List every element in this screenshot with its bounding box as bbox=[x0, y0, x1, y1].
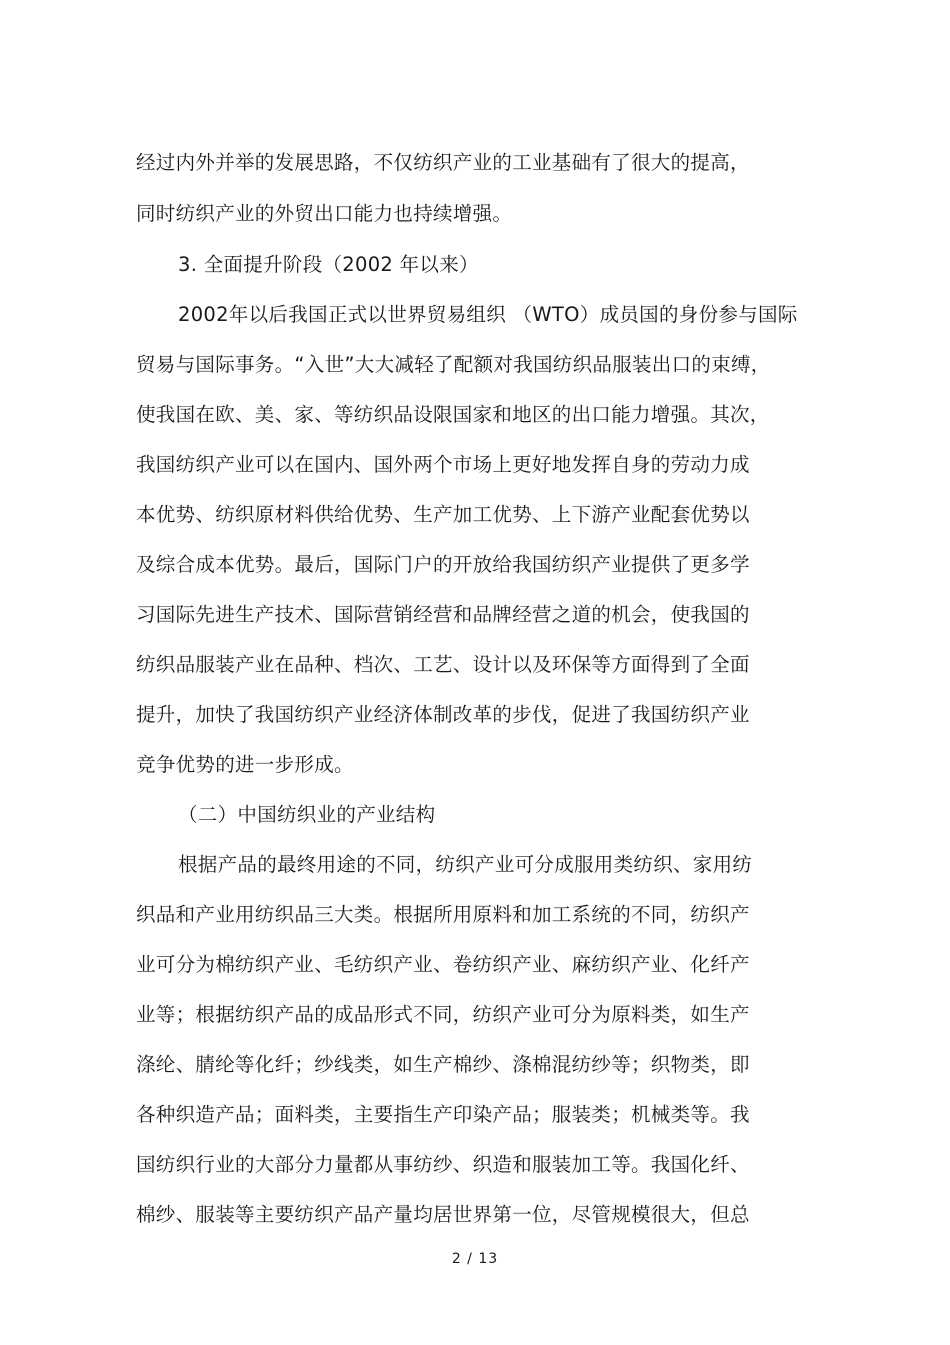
paragraph-line: 本优势、纺织原材料供给优势、生产加工优势、上下游产业配套优势以 bbox=[136, 503, 750, 526]
paragraph-line: 使我国在欧、美、家、等纺织品设限国家和地区的出口能力增强。其次， bbox=[136, 403, 770, 426]
paragraph-line: 贸易与国际事务。“入世”大大减轻了配额对我国纺织品服装出口的束缚， bbox=[136, 353, 771, 376]
page-number: 2 / 13 bbox=[451, 1251, 499, 1267]
paragraph-line: 根据产品的最终用途的不同，纺织产业可分成服用类纺织、家用纺 bbox=[178, 853, 753, 876]
section-heading: （二）中国纺织业的产业结构 bbox=[178, 803, 436, 826]
paragraph-line: 业可分为棉纺织产业、毛纺织产业、卷纺织产业、麻纺织产业、化纤产 bbox=[136, 953, 750, 976]
paragraph-line: 织品和产业用纺织品三大类。根据所用原料和加工系统的不同，纺织产 bbox=[136, 903, 750, 926]
paragraph-line: 国纺织行业的大部分力量都从事纺纱、织造和服装加工等。我国化纤、 bbox=[136, 1153, 750, 1176]
paragraph-line: 业等；根据纺织产品的成品形式不同，纺织产业可分为原料类，如生产 bbox=[136, 1003, 750, 1026]
paragraph-line: 同时纺织产业的外贸出口能力也持续增强。 bbox=[136, 202, 513, 225]
paragraph-line: 我国纺织产业可以在国内、国外两个市场上更好地发挥自身的劳动力成 bbox=[136, 453, 750, 476]
paragraph-line: 各种织造产品；面料类，主要指生产印染产品；服装类；机械类等。我 bbox=[136, 1103, 750, 1126]
paragraph-line: 涤纶、腈纶等化纤；纱线类，如生产棉纱、涤棉混纺纱等；织物类，即 bbox=[136, 1053, 750, 1076]
paragraph-line: 2002年以后我国正式以世界贸易组织 （WTO）成员国的身份参与国际 bbox=[178, 303, 798, 326]
paragraph-line: 提升，加快了我国纺织产业经济体制改革的步伐，促进了我国纺织产业 bbox=[136, 703, 750, 726]
paragraph-line: 经过内外并举的发展思路，不仅纺织产业的工业基础有了很大的提高， bbox=[136, 151, 750, 174]
paragraph-line: 习国际先进生产技术、国际营销经营和品牌经营之道的机会，使我国的 bbox=[136, 603, 750, 626]
paragraph-line: 竞争优势的进一步形成。 bbox=[136, 753, 354, 776]
section-heading: 3. 全面提升阶段（2002 年以来） bbox=[178, 253, 479, 276]
paragraph-line: 及综合成本优势。最后，国际门户的开放给我国纺织产业提供了更多学 bbox=[136, 553, 750, 576]
paragraph-line: 纺织品服装产业在品种、档次、工艺、设计以及环保等方面得到了全面 bbox=[136, 653, 750, 676]
paragraph-line: 棉纱、服装等主要纺织产品产量均居世界第一位，尽管规模很大，但总 bbox=[136, 1203, 750, 1226]
